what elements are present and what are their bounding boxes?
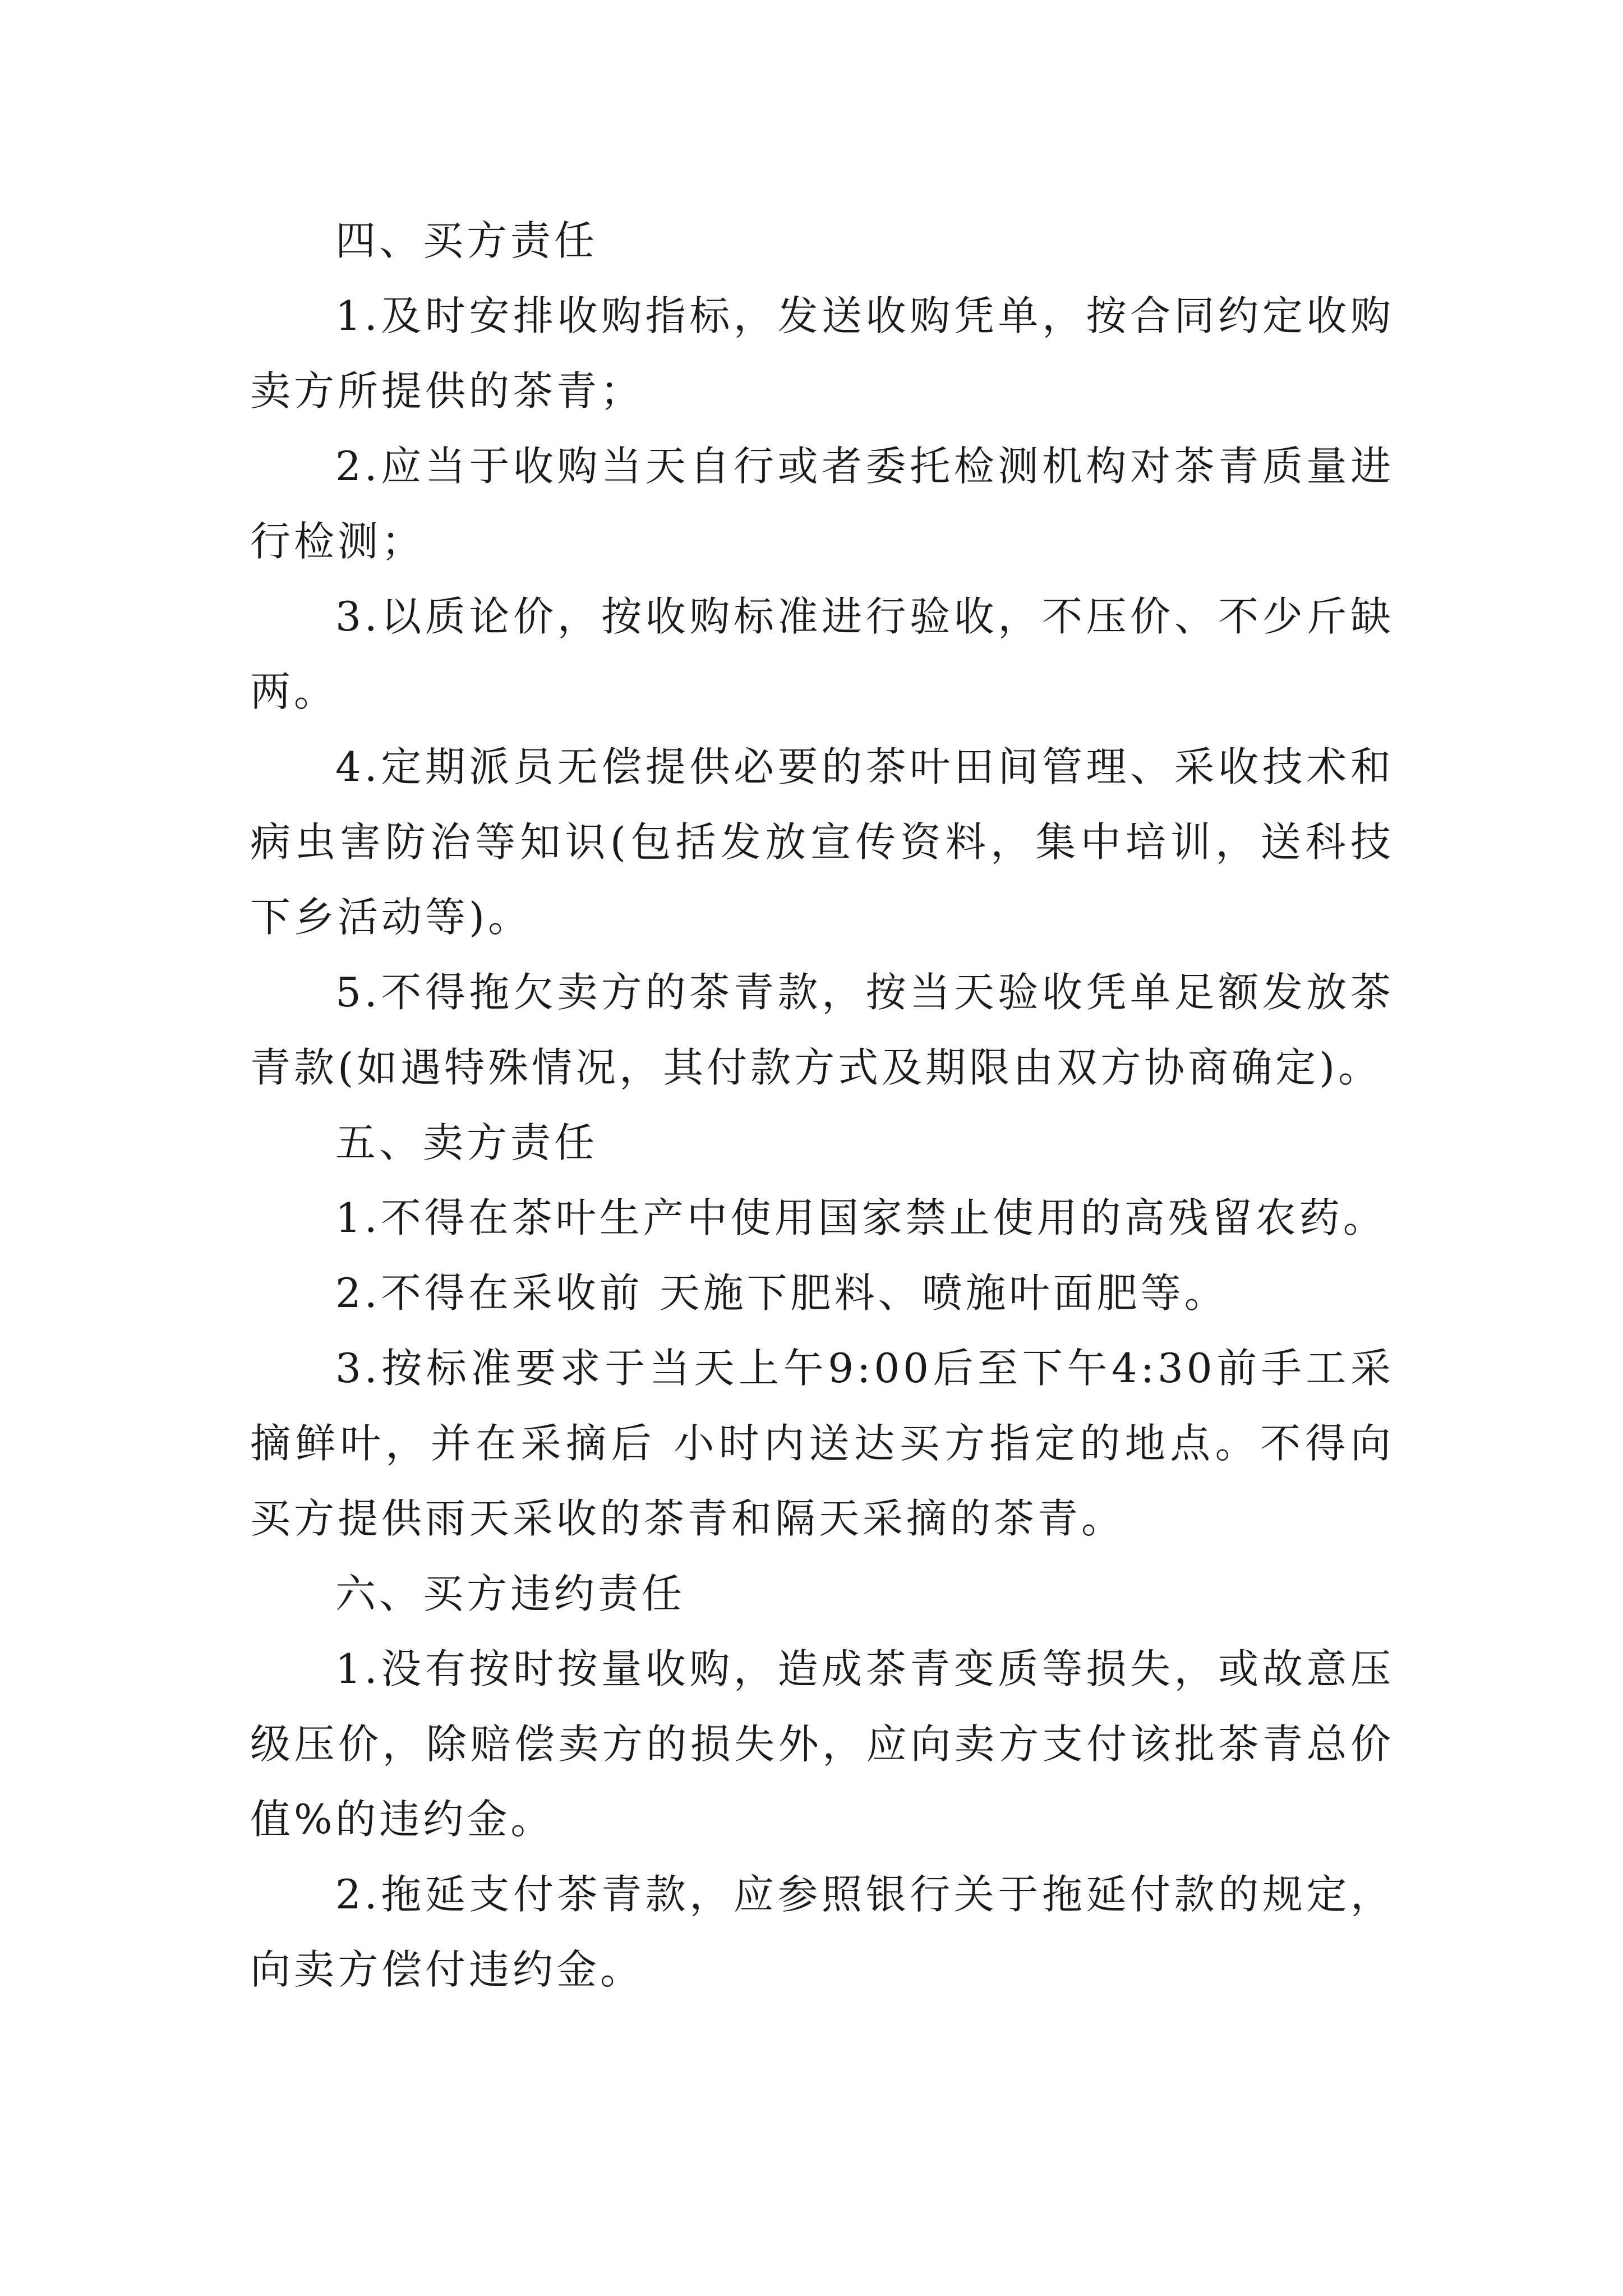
document-body — [250, 203, 1394, 2007]
buyer-duty-item-5: 5.不得拖欠卖方的茶青款，按当天验收凭单足额发放茶青款(如遇特殊情况，其付款方式及期限由双方协商确定)。 — [250, 969, 1394, 1091]
seller-duty-item-2: 2.不得在采收前 天施下肥料、喷施叶面肥等。 — [335, 1269, 1228, 1317]
buyer-breach-item-1: 1.没有按时按量收购，造成茶青变质等损失，或故意压级压价，除赔偿卖方的损失外，应向卖方支付该批茶青总价值%的违约金。 — [250, 1645, 1394, 1843]
seller-duty-item-3: 3.按标准要求于当天上午9:00后至下午4:30前手工采摘鲜叶，并在采摘后 小时内送达买方指定的地点。不得向买方提供雨天采收的茶青和隔天采摘的茶青。 — [250, 1345, 1394, 1542]
buyer-duty-item-1: 1.及时安排收购指标，发送收购凭单，按合同约定收购卖方所提供的茶青； — [250, 292, 1394, 415]
buyer-duty-item-2: 2.应当于收购当天自行或者委托检测机构对茶青质量进行检测； — [250, 443, 1394, 565]
section-heading-buyer-breach: 六、买方违约责任 — [335, 1570, 686, 1617]
buyer-breach-item-2: 2.拖延支付茶青款，应参照银行关于拖延付款的规定，向卖方偿付违约金。 — [250, 1871, 1394, 1993]
section-heading-buyer-duties: 四、买方责任 — [335, 217, 598, 264]
buyer-duty-item-3: 3.以质论价，按收购标准进行验收，不压价、不少斤缺两。 — [250, 593, 1394, 715]
section-heading-seller-duties: 五、卖方责任 — [335, 1119, 598, 1166]
buyer-duty-item-4: 4.定期派员无偿提供必要的茶叶田间管理、采收技术和病虫害防治等知识(包括发放宣传资料，集中培训，送科技下乡活动等)。 — [250, 743, 1394, 941]
seller-duty-item-1: 1.不得在茶叶生产中使用国家禁止使用的高残留农药。 — [335, 1194, 1387, 1241]
